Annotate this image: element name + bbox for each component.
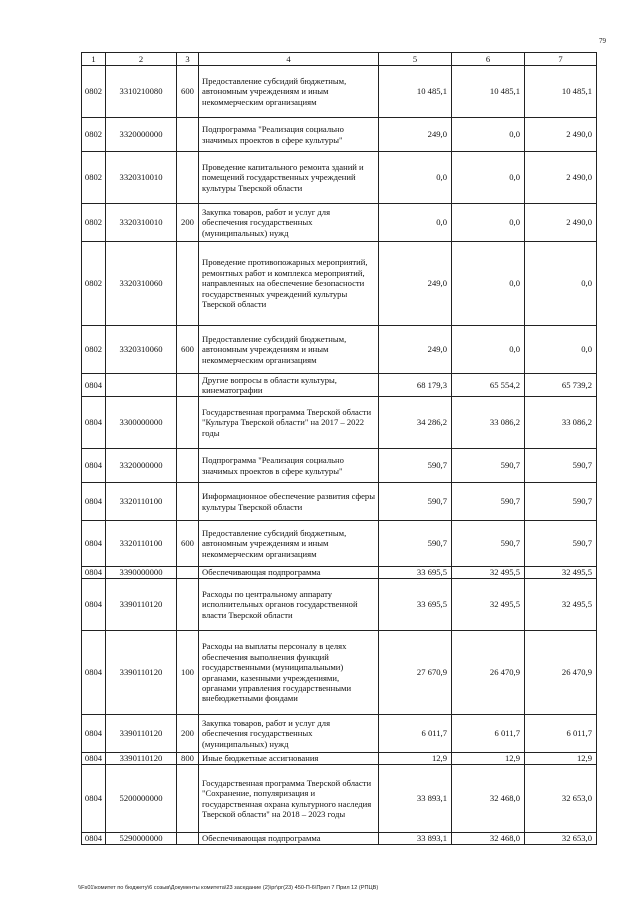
item-name-cell: Предоставление субсидий бюджетным, автономным учреждениям и иным некоммерческим организациям (199, 521, 379, 567)
expense-type-cell (177, 242, 199, 326)
expense-type-cell: 600 (177, 66, 199, 118)
amount-2022-cell: 32 468,0 (452, 833, 525, 845)
target-article-cell: 3390110120 (106, 579, 177, 631)
section-code-cell: 0802 (82, 152, 106, 204)
amount-2021-cell: 10 485,1 (379, 66, 452, 118)
target-article-cell: 3320110100 (106, 483, 177, 521)
amount-2021-cell: 33 695,5 (379, 579, 452, 631)
target-article-cell: 5200000000 (106, 765, 177, 833)
amount-2023-cell: 32 653,0 (525, 765, 597, 833)
target-article-cell: 5290000000 (106, 833, 177, 845)
amount-2022-cell: 33 086,2 (452, 397, 525, 449)
amount-2023-cell: 0,0 (525, 242, 597, 326)
item-name-cell: Информационное обеспечение развития сферы культуры Тверской области (199, 483, 379, 521)
expense-type-cell: 800 (177, 753, 199, 765)
table-row (82, 66, 597, 118)
section-code-cell: 0802 (82, 242, 106, 326)
section-code-cell: 0804 (82, 765, 106, 833)
column-header: 2 (106, 53, 177, 66)
amount-2023-cell: 33 086,2 (525, 397, 597, 449)
item-name-cell: Проведение капитального ремонта зданий и помещений государственных учреждений культуры Тверской области (199, 152, 379, 204)
amount-2021-cell: 12,9 (379, 753, 452, 765)
item-name-cell: Подпрограмма "Реализация социально значимых проектов в сфере культуры" (199, 118, 379, 152)
target-article-cell: 3390000000 (106, 567, 177, 579)
section-code-cell: 0802 (82, 118, 106, 152)
column-header: 3 (177, 53, 199, 66)
amount-2023-cell: 12,9 (525, 753, 597, 765)
amount-2023-cell: 32 495,5 (525, 567, 597, 579)
expense-type-cell (177, 449, 199, 483)
amount-2021-cell: 249,0 (379, 326, 452, 374)
section-code-cell: 0804 (82, 521, 106, 567)
expense-type-cell: 200 (177, 715, 199, 753)
amount-2023-cell: 6 011,7 (525, 715, 597, 753)
target-article-cell: 3310210080 (106, 66, 177, 118)
amount-2023-cell: 10 485,1 (525, 66, 597, 118)
amount-2021-cell: 33 893,1 (379, 765, 452, 833)
amount-2022-cell: 0,0 (452, 118, 525, 152)
amount-2022-cell: 590,7 (452, 521, 525, 567)
section-code-cell: 0804 (82, 579, 106, 631)
amount-2021-cell: 33 893,1 (379, 833, 452, 845)
table-row (82, 374, 597, 397)
section-code-cell: 0804 (82, 833, 106, 845)
table-row (82, 579, 597, 631)
amount-2021-cell: 6 011,7 (379, 715, 452, 753)
amount-2023-cell: 65 739,2 (525, 374, 597, 397)
target-article-cell: 3320310060 (106, 326, 177, 374)
column-header: 6 (452, 53, 525, 66)
expense-type-cell (177, 118, 199, 152)
target-article-cell: 3320310060 (106, 242, 177, 326)
table-row (82, 521, 597, 567)
amount-2022-cell: 10 485,1 (452, 66, 525, 118)
table-row (82, 567, 597, 579)
item-name-cell: Предоставление субсидий бюджетным, автономным учреждениям и иным некоммерческим организациям (199, 326, 379, 374)
item-name-cell: Государственная программа Тверской области "Культура Тверской области" на 2017 – 2022 годы (199, 397, 379, 449)
table-row (82, 449, 597, 483)
target-article-cell: 3320000000 (106, 118, 177, 152)
section-code-cell: 0802 (82, 66, 106, 118)
column-header: 4 (199, 53, 379, 66)
amount-2021-cell: 590,7 (379, 521, 452, 567)
amount-2023-cell: 32 495,5 (525, 579, 597, 631)
amount-2022-cell: 12,9 (452, 753, 525, 765)
target-article-cell: 3320000000 (106, 449, 177, 483)
amount-2023-cell: 2 490,0 (525, 118, 597, 152)
target-article-cell: 3390110120 (106, 631, 177, 715)
table-row (82, 715, 597, 753)
table-row (82, 326, 597, 374)
amount-2021-cell: 249,0 (379, 242, 452, 326)
item-name-cell: Обеспечивающая подпрограмма (199, 567, 379, 579)
table-header-row (82, 53, 597, 66)
section-code-cell: 0804 (82, 715, 106, 753)
expense-type-cell: 600 (177, 521, 199, 567)
section-code-cell: 0804 (82, 449, 106, 483)
table-row (82, 242, 597, 326)
amount-2022-cell: 0,0 (452, 204, 525, 242)
amount-2022-cell: 6 011,7 (452, 715, 525, 753)
file-path-footer: \\Fs01\комитет по бюджету\6 созыв\Документы комитета\23 заседание (2)\рг\рг(23) 450-П-6\Прил 7 Прил 12 (РПЦВ) (78, 885, 379, 891)
expense-type-cell (177, 579, 199, 631)
section-code-cell: 0802 (82, 326, 106, 374)
amount-2023-cell: 2 490,0 (525, 152, 597, 204)
section-code-cell: 0804 (82, 483, 106, 521)
target-article-cell: 3320110100 (106, 521, 177, 567)
expense-type-cell: 100 (177, 631, 199, 715)
expense-type-cell (177, 765, 199, 833)
table-row (82, 753, 597, 765)
amount-2022-cell: 32 468,0 (452, 765, 525, 833)
expense-type-cell (177, 833, 199, 845)
item-name-cell: Подпрограмма "Реализация социально значимых проектов в сфере культуры" (199, 449, 379, 483)
page-number: 79 (599, 37, 606, 45)
amount-2023-cell: 2 490,0 (525, 204, 597, 242)
table-body (82, 66, 597, 845)
column-header: 5 (379, 53, 452, 66)
section-code-cell: 0804 (82, 753, 106, 765)
amount-2021-cell: 33 695,5 (379, 567, 452, 579)
amount-2022-cell: 32 495,5 (452, 567, 525, 579)
amount-2023-cell: 32 653,0 (525, 833, 597, 845)
column-header: 7 (525, 53, 597, 66)
table-row (82, 765, 597, 833)
column-header: 1 (82, 53, 106, 66)
table-row (82, 204, 597, 242)
amount-2023-cell: 0,0 (525, 326, 597, 374)
expense-type-cell (177, 152, 199, 204)
item-name-cell: Расходы по центральному аппарату исполнительных органов государственной власти Тверской области (199, 579, 379, 631)
expense-type-cell: 600 (177, 326, 199, 374)
table-row (82, 397, 597, 449)
expense-type-cell (177, 397, 199, 449)
table-row (82, 152, 597, 204)
target-article-cell: 3320310010 (106, 152, 177, 204)
item-name-cell: Закупка товаров, работ и услуг для обеспечения государственных (муниципальных) нужд (199, 204, 379, 242)
target-article-cell: 3320310010 (106, 204, 177, 242)
amount-2021-cell: 27 670,9 (379, 631, 452, 715)
amount-2022-cell: 0,0 (452, 242, 525, 326)
amount-2021-cell: 590,7 (379, 483, 452, 521)
item-name-cell: Проведение противопожарных мероприятий, ремонтных работ и комплекса мероприятий, направленных на обеспечение безопасности государственных учреждений культуры Тверской области (199, 242, 379, 326)
amount-2021-cell: 0,0 (379, 204, 452, 242)
expense-type-cell (177, 374, 199, 397)
amount-2021-cell: 249,0 (379, 118, 452, 152)
amount-2021-cell: 68 179,3 (379, 374, 452, 397)
amount-2022-cell: 0,0 (452, 326, 525, 374)
item-name-cell: Обеспечивающая подпрограмма (199, 833, 379, 845)
section-code-cell: 0804 (82, 374, 106, 397)
amount-2021-cell: 34 286,2 (379, 397, 452, 449)
amount-2023-cell: 590,7 (525, 521, 597, 567)
amount-2022-cell: 590,7 (452, 449, 525, 483)
amount-2021-cell: 0,0 (379, 152, 452, 204)
target-article-cell: 3390110120 (106, 753, 177, 765)
amount-2022-cell: 26 470,9 (452, 631, 525, 715)
section-code-cell: 0804 (82, 567, 106, 579)
target-article-cell (106, 374, 177, 397)
expense-type-cell: 200 (177, 204, 199, 242)
section-code-cell: 0804 (82, 397, 106, 449)
table-row (82, 833, 597, 845)
amount-2021-cell: 590,7 (379, 449, 452, 483)
target-article-cell: 3300000000 (106, 397, 177, 449)
amount-2022-cell: 590,7 (452, 483, 525, 521)
item-name-cell: Другие вопросы в области культуры, кинематографии (199, 374, 379, 397)
expense-type-cell (177, 483, 199, 521)
item-name-cell: Закупка товаров, работ и услуг для обеспечения государственных (муниципальных) нужд (199, 715, 379, 753)
amount-2022-cell: 65 554,2 (452, 374, 525, 397)
amount-2022-cell: 0,0 (452, 152, 525, 204)
target-article-cell: 3390110120 (106, 715, 177, 753)
section-code-cell: 0802 (82, 204, 106, 242)
table-row (82, 483, 597, 521)
amount-2023-cell: 26 470,9 (525, 631, 597, 715)
item-name-cell: Расходы на выплаты персоналу в целях обеспечения выполнения функций государственными (муниципальными) органами, казенными учреждениями, органами управления государственными внебюджетными фондами (199, 631, 379, 715)
expense-type-cell (177, 567, 199, 579)
amount-2023-cell: 590,7 (525, 483, 597, 521)
item-name-cell: Государственная программа Тверской области "Сохранение, популяризация и государственная охрана культурного наследия Тверской области" на 2018 – 2023 годы (199, 765, 379, 833)
amount-2022-cell: 32 495,5 (452, 579, 525, 631)
budget-table (81, 52, 597, 845)
item-name-cell: Предоставление субсидий бюджетным, автономным учреждениям и иным некоммерческим организациям (199, 66, 379, 118)
amount-2023-cell: 590,7 (525, 449, 597, 483)
item-name-cell: Иные бюджетные ассигнования (199, 753, 379, 765)
table-row (82, 631, 597, 715)
section-code-cell: 0804 (82, 631, 106, 715)
table-row (82, 118, 597, 152)
